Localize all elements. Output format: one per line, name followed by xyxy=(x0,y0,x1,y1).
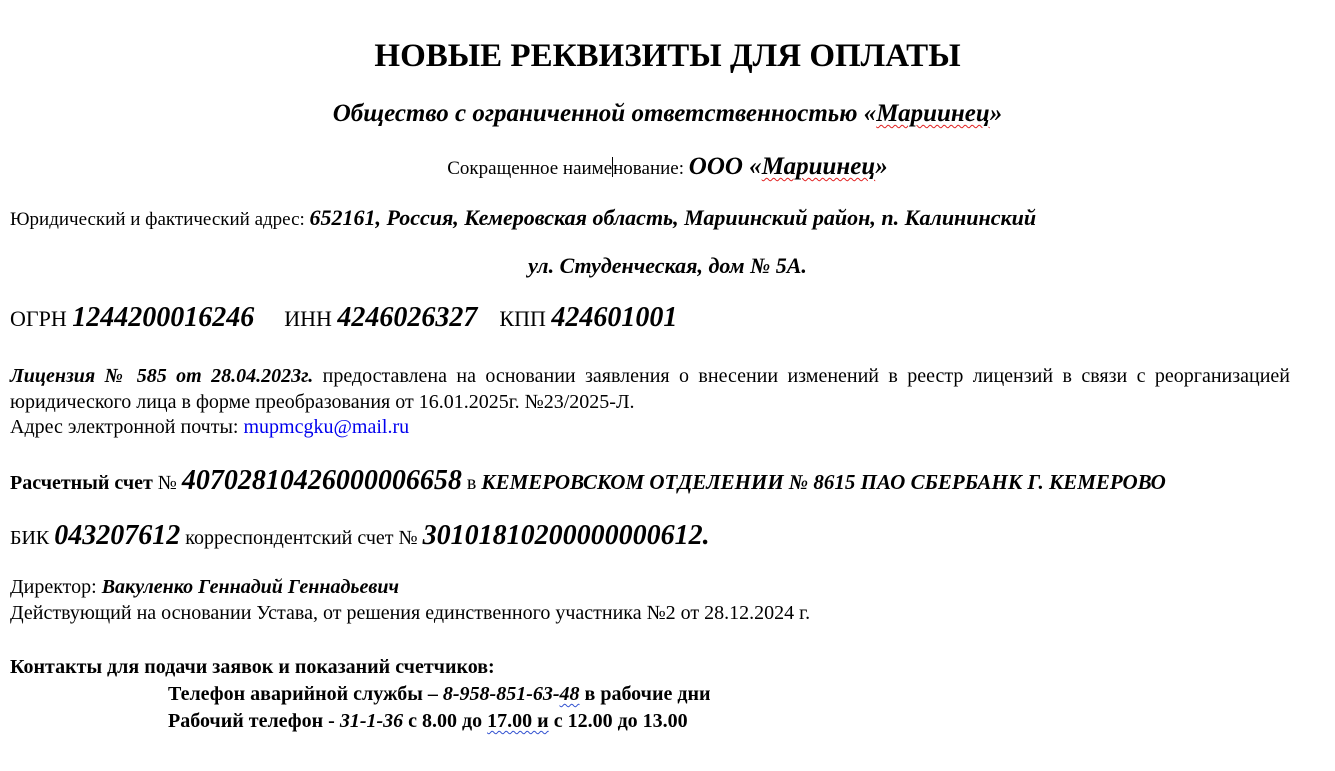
bik-row xyxy=(10,520,710,552)
corr-value: 30101810200000000612. xyxy=(422,520,710,551)
corr-label: корреспондентский счет № xyxy=(180,527,423,549)
work-phone-row xyxy=(168,710,688,733)
document-title: НОВЫЕ РЕКВИЗИТЫ ДЛЯ ОПЛАТЫ xyxy=(374,38,961,74)
account-value: 40702810426000006658 xyxy=(181,465,462,496)
short-name-value-name: Мариинец xyxy=(761,153,876,180)
email-row xyxy=(10,416,409,439)
director-basis: Действующий на основании Устава, от решения единственного участника №2 от 28.12.2024 г. xyxy=(10,602,811,624)
inn-label: ИНН xyxy=(284,306,338,331)
emergency-label: Телефон аварийной службы – xyxy=(168,683,443,705)
email-link[interactable]: mupmcgku@mail.ru xyxy=(243,416,410,438)
bank-account-row xyxy=(10,465,1166,497)
work-hours-3: с 12.00 до 13.00 xyxy=(548,710,688,732)
work-phone: 31-1-36 xyxy=(339,710,404,732)
director-label: Директор: xyxy=(10,576,102,598)
inn-value: 4246026327 xyxy=(337,302,478,333)
ogrn-value: 1244200016246 xyxy=(72,302,255,333)
ogrn-label: ОГРН xyxy=(10,306,73,331)
full-name-prefix: Общество с ограниченной ответственностью « xyxy=(332,100,877,127)
work-hours-2: 17.00 и xyxy=(487,710,549,732)
work-label: Рабочий телефон - xyxy=(168,710,340,732)
address-line2: ул. Студенческая, дом № 5А. xyxy=(528,253,807,278)
short-name-row xyxy=(0,153,1335,181)
emergency-phone-end: 48 xyxy=(559,683,580,705)
short-name-label-part2: нование: xyxy=(613,158,689,179)
emergency-phone xyxy=(443,683,580,705)
short-name-value-prefix: ООО « xyxy=(688,153,762,180)
short-name-label xyxy=(447,158,689,179)
full-name-value: Мариинец xyxy=(876,100,990,127)
kpp-label: КПП xyxy=(499,306,552,331)
account-in-word: в xyxy=(461,472,482,494)
bik-value: 043207612 xyxy=(54,520,181,551)
short-name-value xyxy=(689,153,888,180)
emergency-phone-main: 8-958-851-63- xyxy=(442,683,560,705)
address-line1: 652161, Россия, Кемеровская область, Мариинский район, п. Калининский xyxy=(309,205,1037,230)
email-label: Адрес электронной почты: xyxy=(10,416,244,438)
director-name: Вакуленко Геннадий Геннадьевич xyxy=(101,576,399,598)
license-paragraph xyxy=(10,363,1290,415)
work-hours-1: с 8.00 до xyxy=(403,710,488,732)
emergency-phone-row xyxy=(168,683,711,706)
license-number: Лицензия № 585 от 28.04.2023г. xyxy=(10,365,314,387)
account-no-sign: № xyxy=(152,472,182,494)
full-company-name xyxy=(0,100,1335,128)
contacts-heading: Контакты для подачи заявок и показаний счетчиков: xyxy=(10,656,495,678)
license-text: предоставлена на основании заявления о внесении изменений в реестр лицензий в связи с реорганизацией юридического лица в форме преобразования от 16.01.2025г. №23/2025-Л. xyxy=(10,365,1290,413)
short-name-label-part1: Сокращенное наиме xyxy=(447,158,613,179)
address-row xyxy=(10,205,1036,231)
director-row xyxy=(10,576,399,599)
bik-label: БИК xyxy=(10,527,55,549)
account-label: Расчетный счет xyxy=(10,472,153,494)
address-label: Юридический и фактический адрес: xyxy=(10,209,310,230)
ids-row xyxy=(10,302,677,334)
full-name-suffix: » xyxy=(989,100,1003,127)
emergency-suffix: в рабочие дни xyxy=(579,683,711,705)
kpp-value: 424601001 xyxy=(551,302,678,333)
bank-name: КЕМЕРОВСКОМ ОТДЕЛЕНИИ № 8615 ПАО СБЕРБАНК Г. КЕМЕРОВО xyxy=(481,470,1166,494)
short-name-value-suffix: » xyxy=(875,153,888,180)
